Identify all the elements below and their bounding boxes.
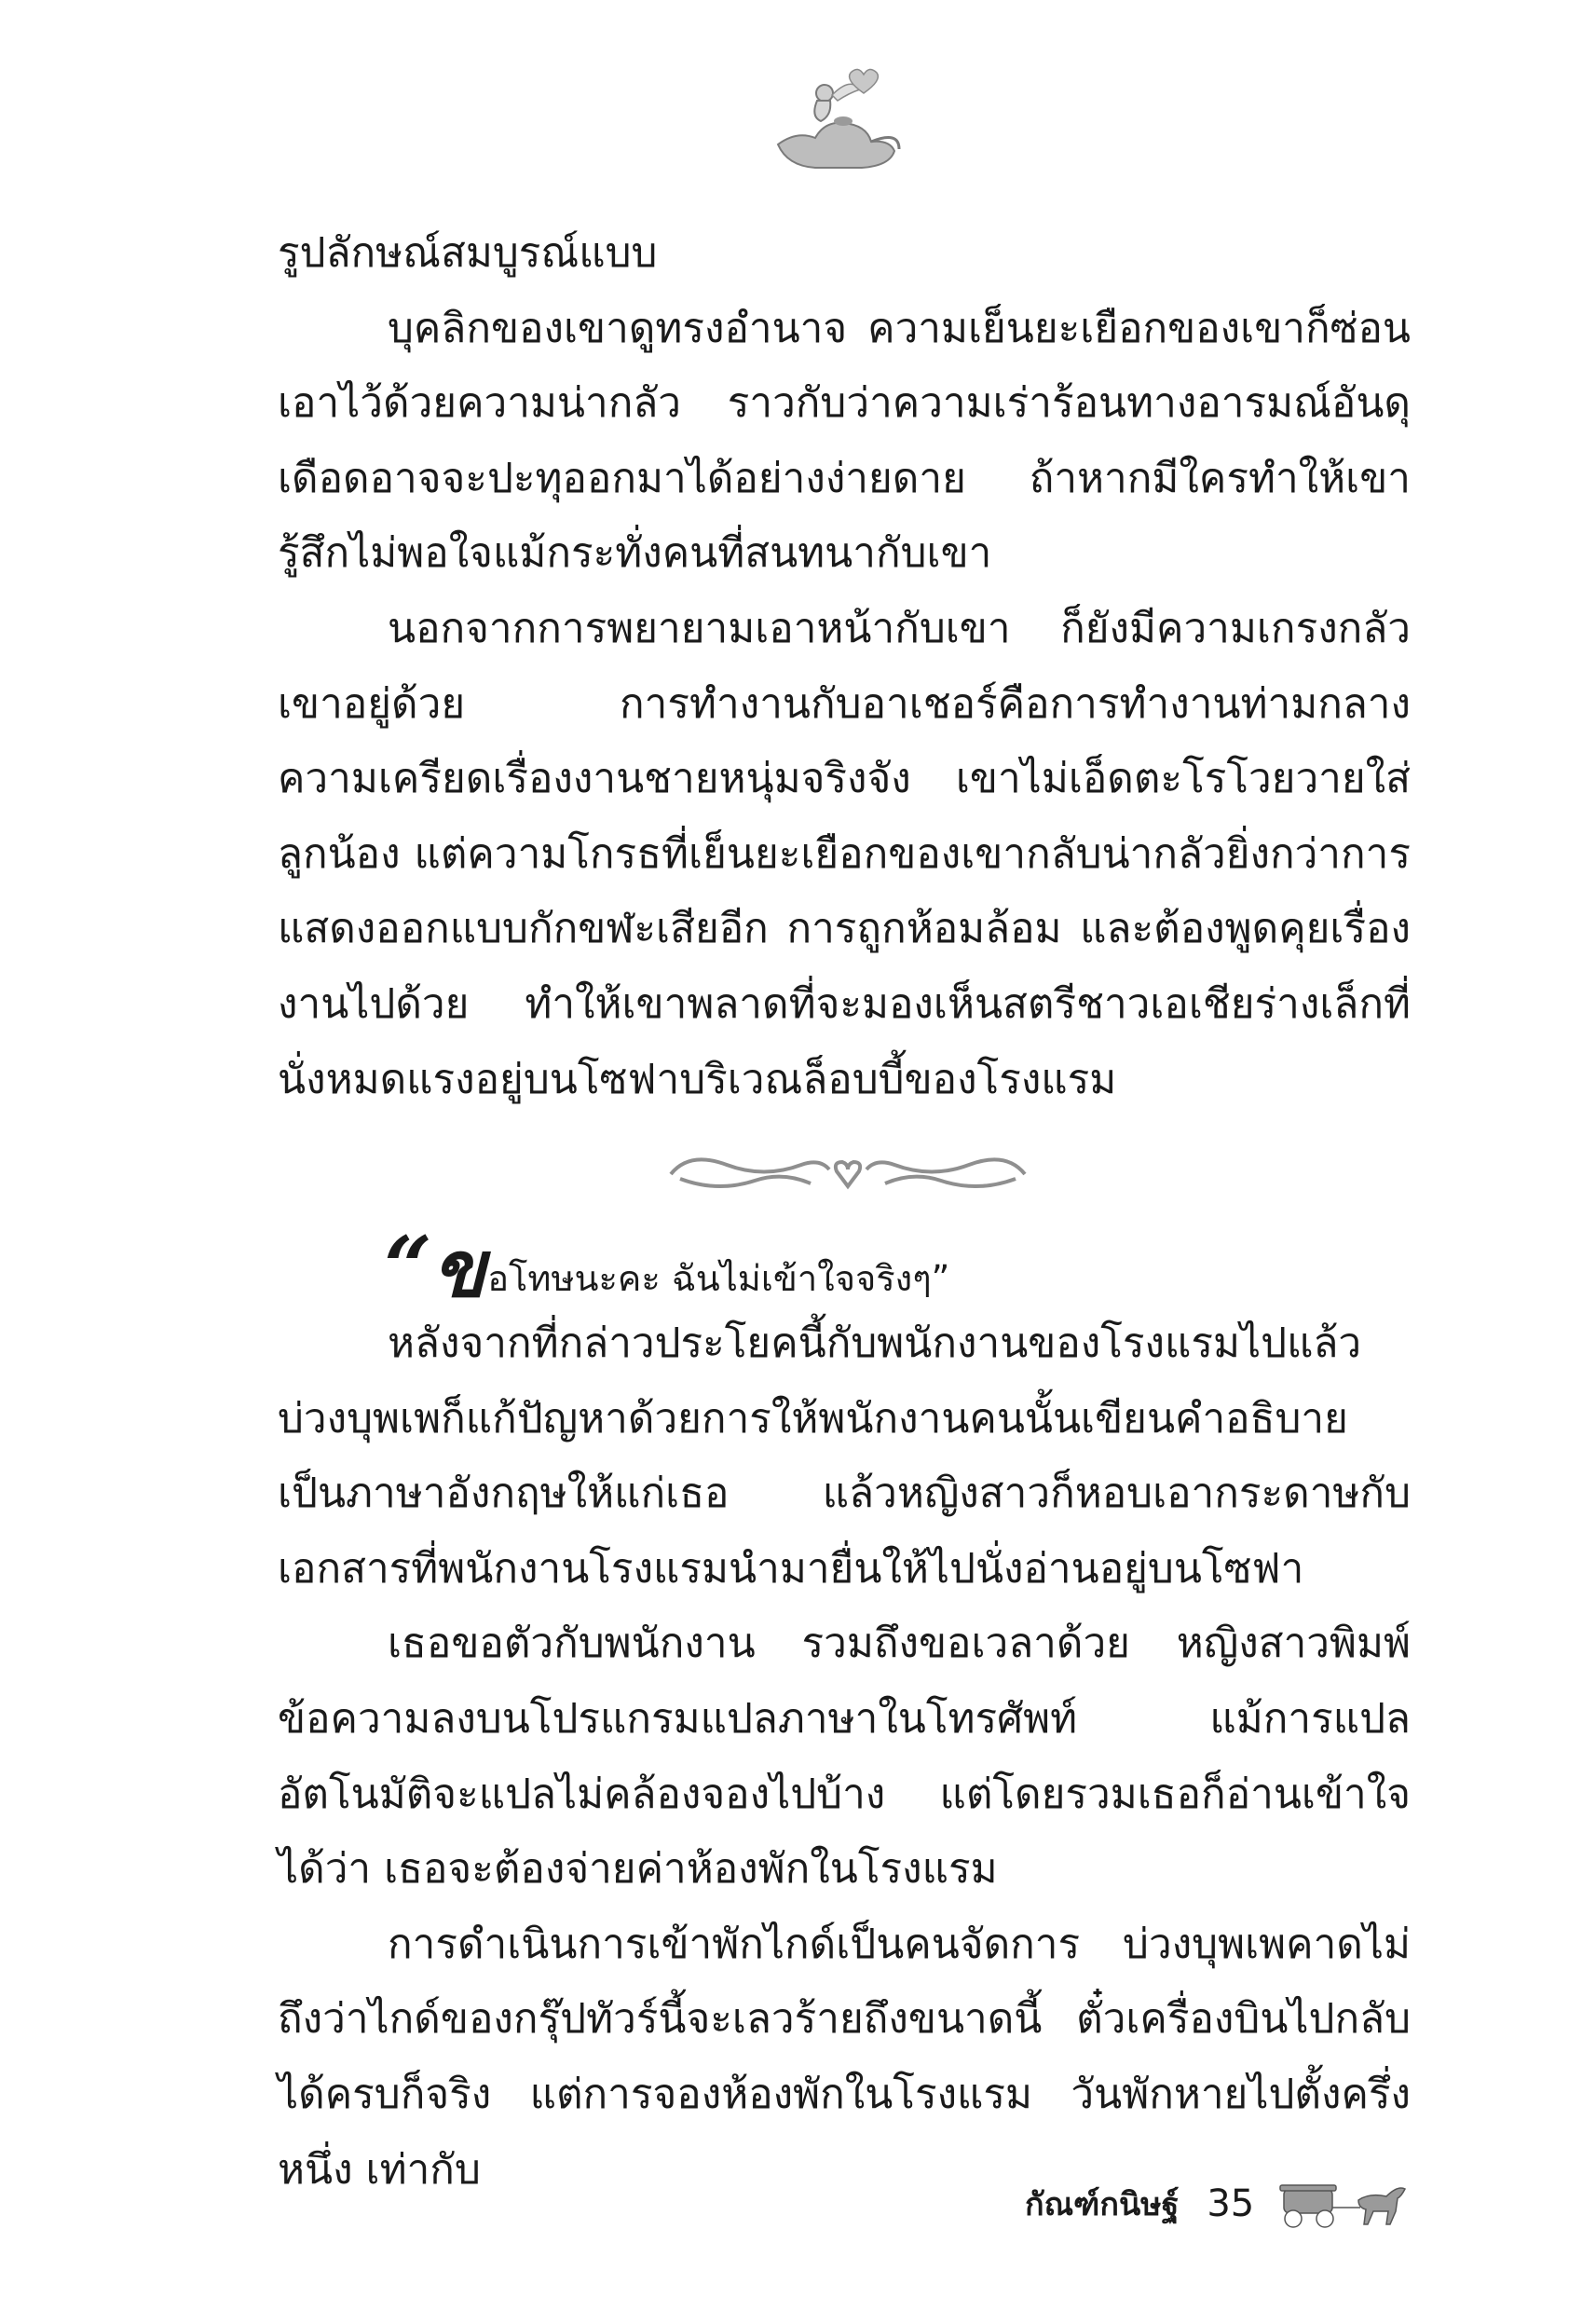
dialogue-opening — [384, 1218, 950, 1317]
paragraph: บุคลิกของเขาดูทรงอำนาจ ความเย็นยะเยือกของเขาก็ซ่อนเอาไว้ด้วยความน่ากลัว ราวกับว่าความเร่าร้อนทางอารมณ์อันดุเดือดอาจจะปะทุออกมาได้อย่างง่ายดาย ถ้าหากมีใครทำให้เขารู้สึกไม่พอใจแม้กระทั่งคนที่สนทนากับเขา — [278, 304, 1411, 578]
paragraph: เธอขอตัวกับพนักงาน รวมถึงขอเวลาด้วย หญิงสาวพิมพ์ข้อความลงบนโปรแกรมแปลภาษาในโทรศัพท์ แม้การแปลอัตโนมัติจะแปลไม่คล้องจองไปบ้าง แต่โดยรวมเธอก็อ่านเข้าใจได้ว่า เธอจะต้องจ่ายค่าห้องพักในโรงแรม — [278, 1620, 1411, 1894]
paragraph: รูปลักษณ์สมบูรณ์แบบ — [278, 229, 658, 277]
page-number: 35 — [1207, 2182, 1255, 2225]
body-text-top — [278, 216, 1411, 1117]
paragraph: หลังจากที่กล่าวประโยคนี้กับพนักงานของโรงแรมไปแล้ว บ่วงบุพเพก็แก้ปัญหาด้วยการให้พนักงานคนนั้นเขียนคำอธิบายเป็นภาษาอังกฤษให้แก่เธอ แล้วหญิงสาวก็หอบเอากระดาษกับเอกสารที่พนักงานโรงแรมนำมายื่นให้ไปนั่งอ่านอยู่บนโซฟา — [278, 1320, 1411, 1593]
open-quote: “ — [384, 1218, 432, 1317]
dialogue-text: อโทษนะคะ ฉันไม่เข้าใจจริงๆ” — [487, 1258, 950, 1299]
body-text-bottom — [278, 1306, 1411, 2208]
paragraph: การดำเนินการเข้าพักไกด์เป็นคนจัดการ บ่วงบุพเพคาดไม่ถึงว่าไกด์ของกรุ๊ปทัวร์นี้จะเลวร้ายถึงขนาดนี้ ตั๋วเครื่องบินไปกลับได้ครบก็จริง แต่การจองห้องพักในโรงแรม วันพักหายไปตั้งครึ่งหนึ่ง เท่ากับ — [278, 1920, 1411, 2194]
paragraph: นอกจากการพยายามเอาหน้ากับเขา ก็ยังมีความเกรงกลัวเขาอยู่ด้วย การทำงานกับอาเชอร์คือการทำงานท่ามกลางความเครียดเรื่องงานชายหนุ่มจริงจัง เขาไม่เอ็ดตะโรโวยวายใส่ลูกน้อง แต่ความโกรธที่เย็นยะเยือกของเขากลับน่ากลัวยิ่งกว่าการแสดงออกแบบกักขฬะเสียอีก การถูกห้อมล้อม และต้องพูดคุยเรื่องงานไปด้วย ทำให้เขาพลาดที่จะมองเห็นสตรีชาวเอเชียร่างเล็กที่นั่งหมดแรงอยู่บนโซฟาบริเวณล็อบบี้ของโรงแรม — [278, 604, 1411, 1103]
cupid-teapot-icon — [759, 56, 908, 177]
heart-swirl-divider-icon — [662, 1142, 1034, 1207]
horse-carriage-icon — [1276, 2176, 1416, 2232]
page-footer — [1025, 2176, 1416, 2232]
book-title: กัณฑ์กนิษฐ์ — [1025, 2186, 1180, 2223]
dropcap-letter: ข — [431, 1224, 486, 1315]
